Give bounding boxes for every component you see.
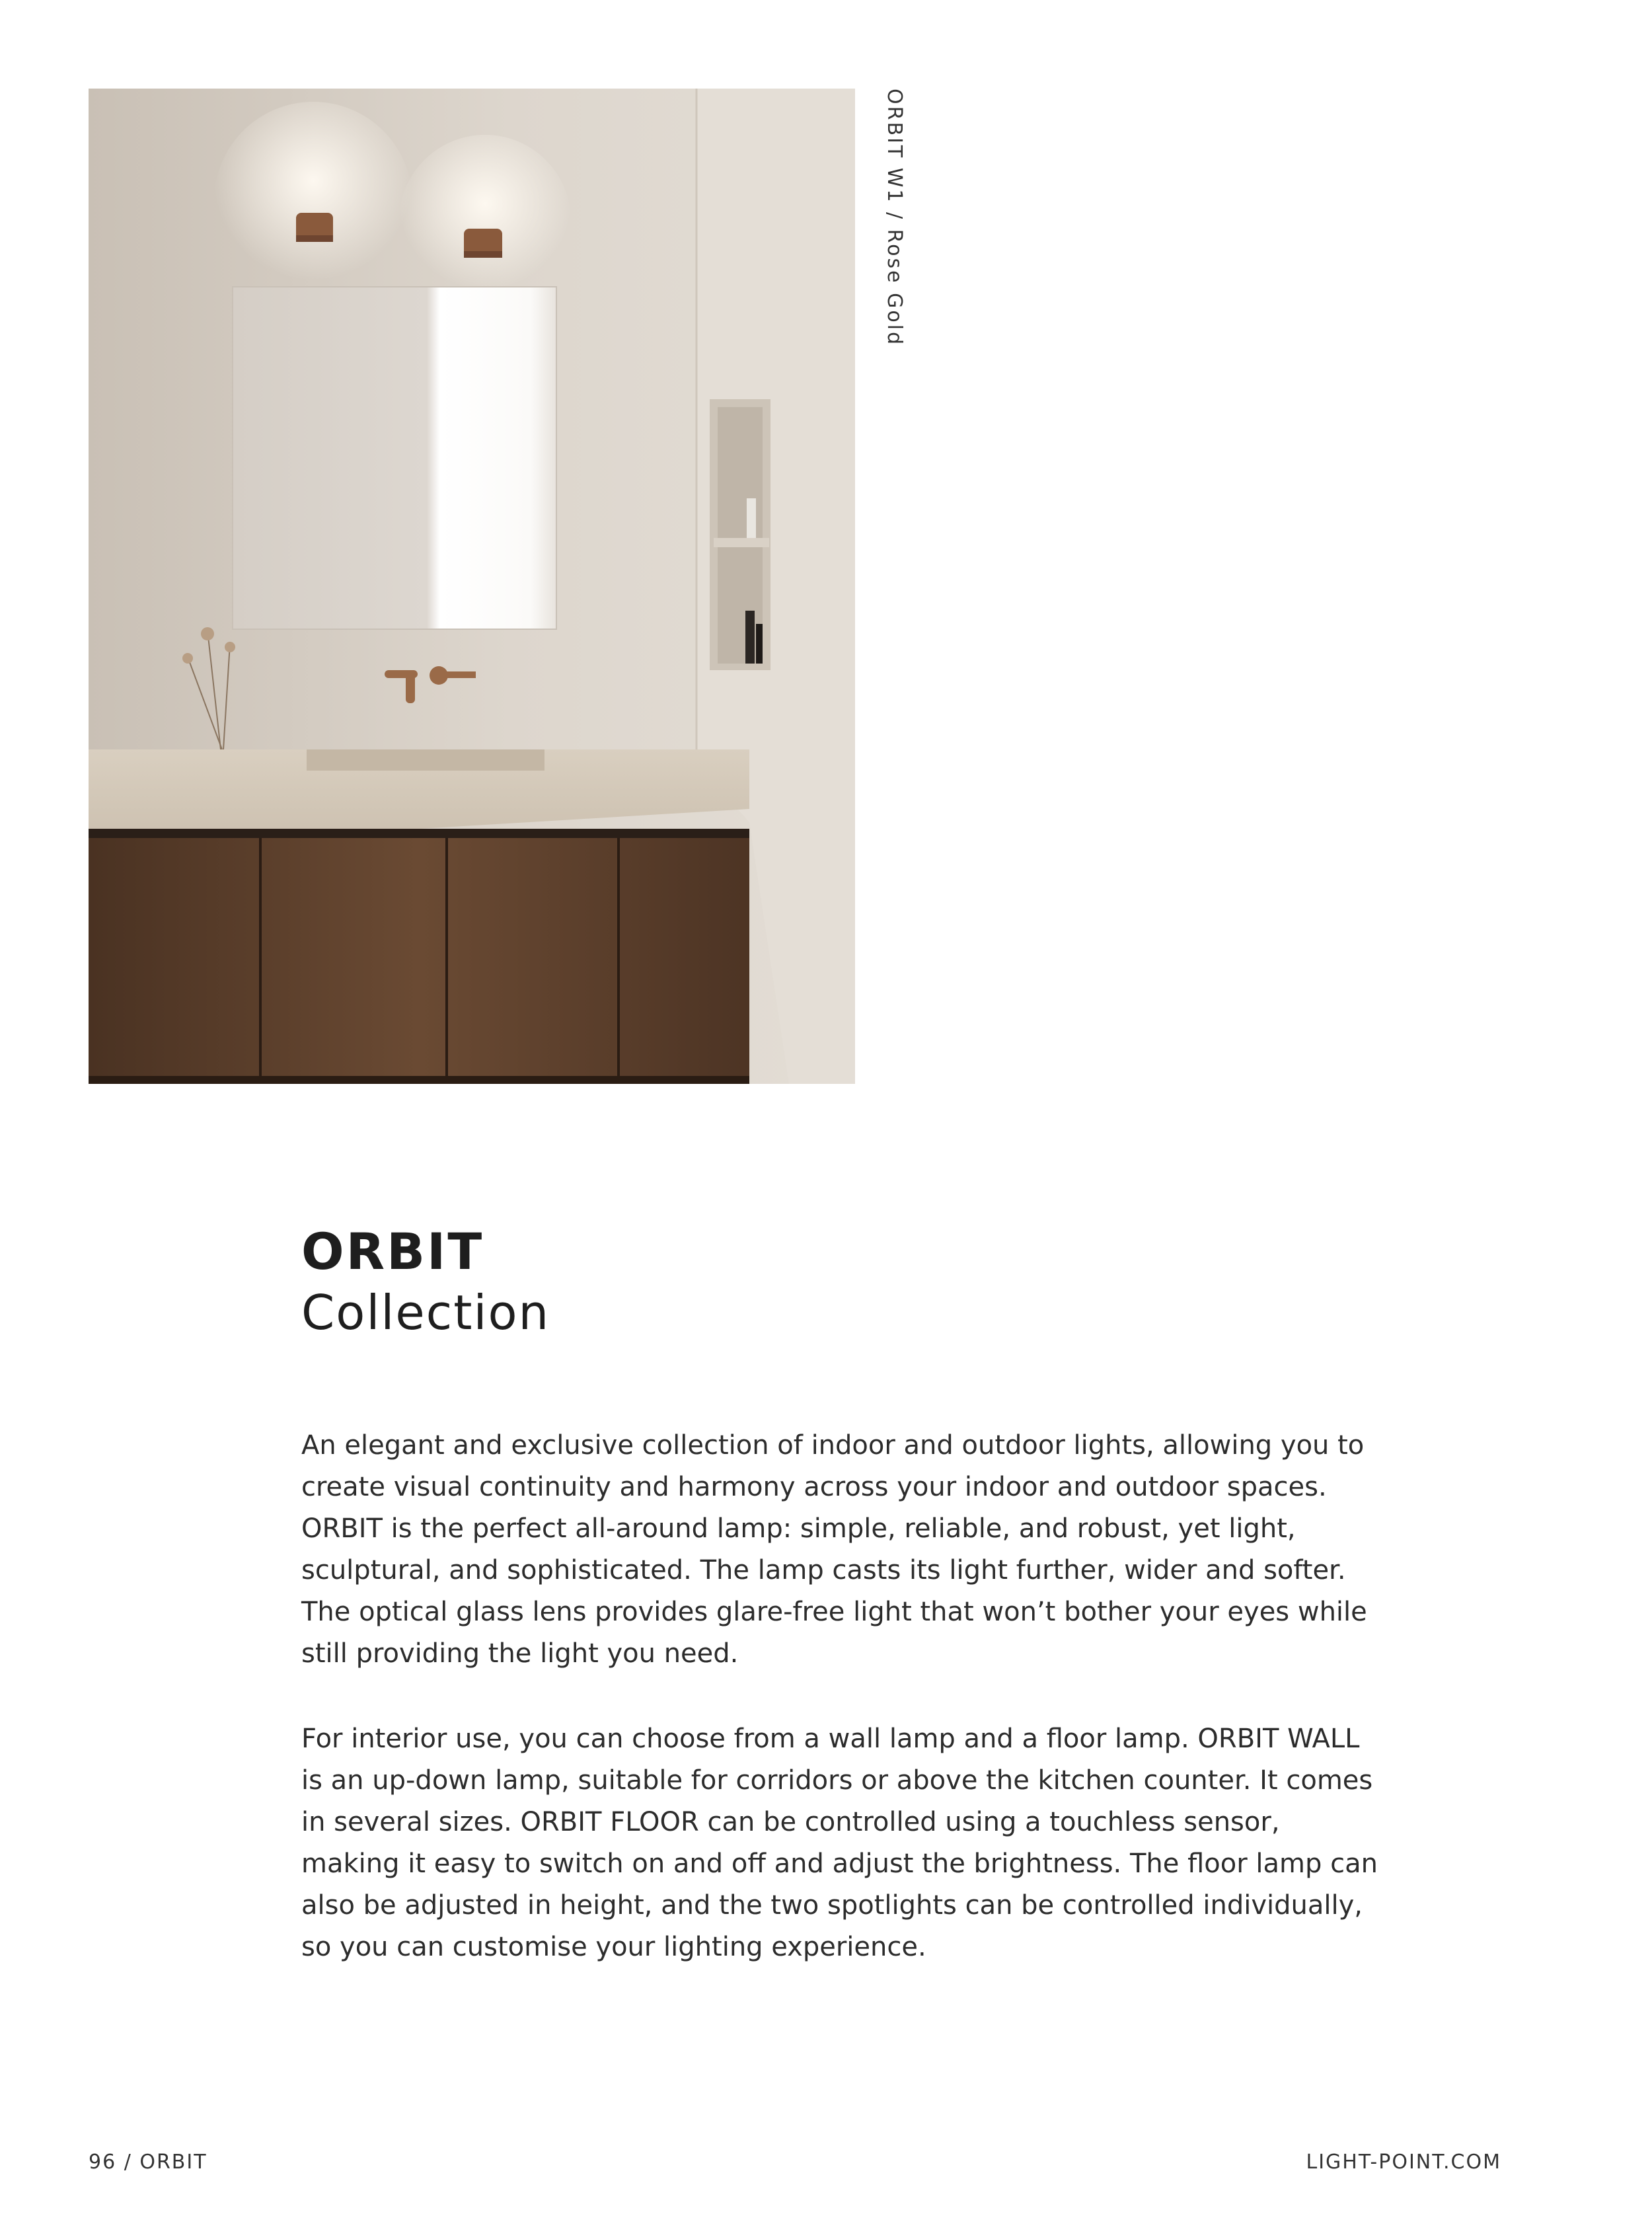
page-number: 96 / ORBIT bbox=[89, 2151, 207, 2174]
product-photo bbox=[89, 89, 855, 1084]
photo-caption: ORBIT W1 / Rose Gold bbox=[883, 89, 906, 347]
website-link[interactable]: LIGHT-POINT.COM bbox=[1306, 2151, 1501, 2174]
body-paragraph-1: An elegant and exclusive collection of indoor and outdoor lights, allowing you to create visual continuity and harmony across your indoor and outdoor spaces. ORBIT is the perfect all-around lamp: simple, reliable, and robust, yet light, sculptural, and sophisticated. The lamp casts its light further, wider and softer. The optical glass lens provides glare-free light that won’t bother your eyes while still providing the light you need. bbox=[301, 1430, 1367, 1669]
page-subtitle: Collection bbox=[301, 1285, 550, 1340]
body-paragraph-2: For interior use, you can choose from a wall lamp and a floor lamp. ORBIT WALL is an up-down lamp, suitable for corridors or above the kitchen counter. It comes in several sizes. ORBIT FLOOR can be controlled using a touchless sensor, making it easy to switch on and off and adjust the brightness. The floor lamp can also be adjusted in height, and the two spotlights can be controlled individually, so you can customise your lighting experience. bbox=[301, 1724, 1378, 1962]
page-title: ORBIT bbox=[301, 1222, 484, 1281]
bathroom-scene-image bbox=[89, 89, 855, 1084]
